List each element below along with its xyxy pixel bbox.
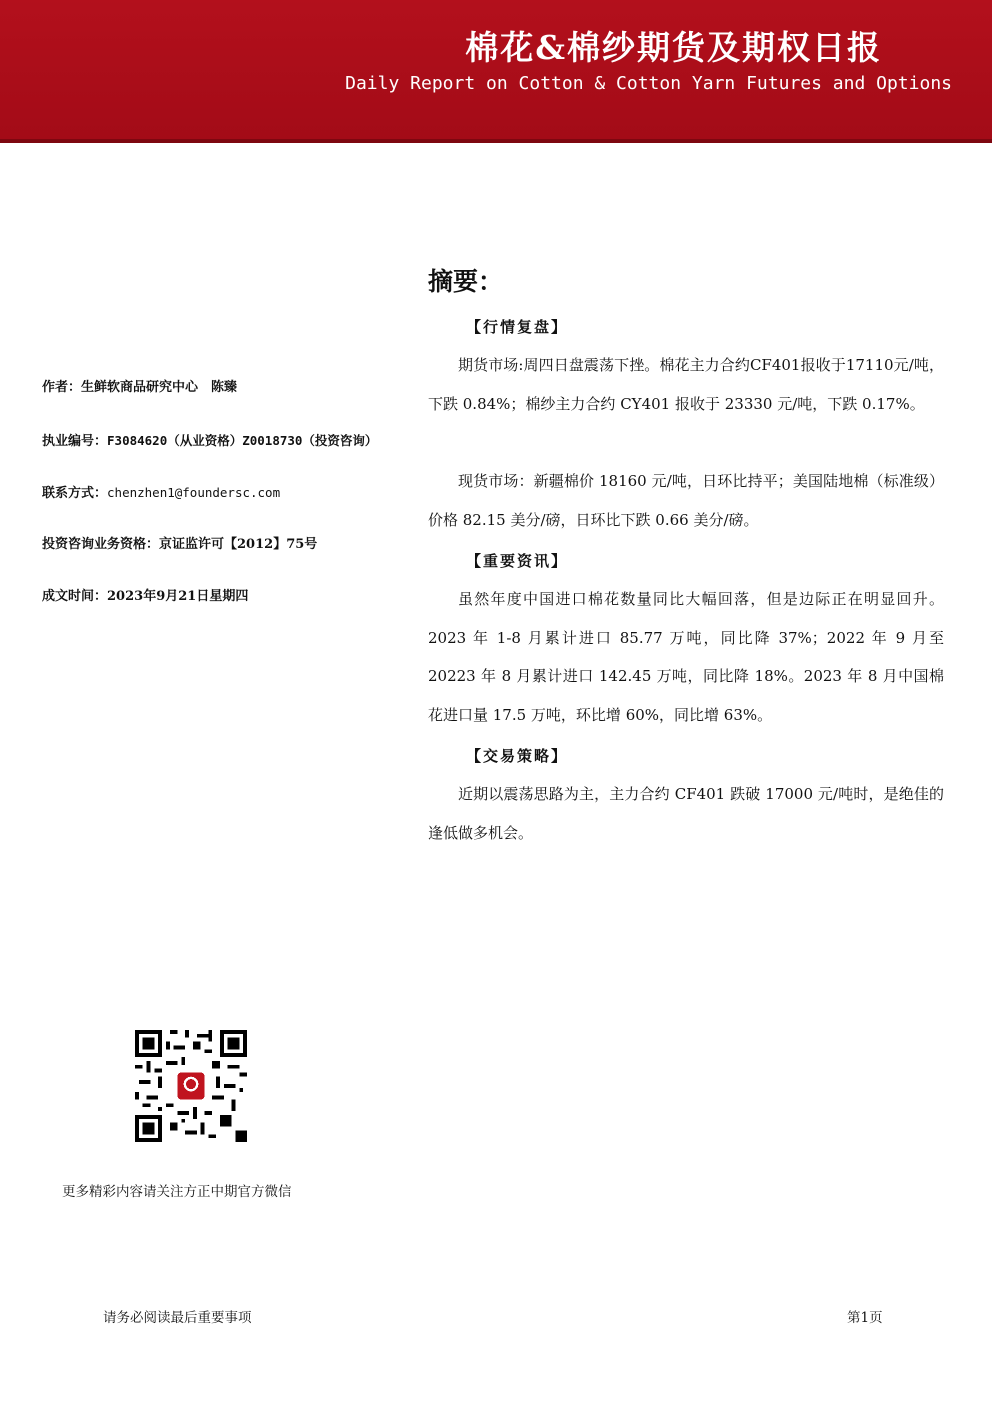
section-heading-key-news: 【重要资讯】 [466,552,569,570]
qualification-label: 投资咨询业务资格： [42,537,160,552]
paragraph-strategy: 近期以震荡思路为主，主力合约 CF401 跌破 17000 元/吨时，是绝佳的逢低做多机会。 [428,785,944,842]
header-bottom-rule [0,139,992,143]
abstract-title: 摘要： [428,267,504,296]
report-header-band [0,0,992,140]
license-label: 执业编号： [42,434,108,449]
author-label: 作者： [42,380,82,395]
author-value: 生鲜软商品研究中心 陈臻 [81,380,238,395]
page-number: 第1页 [847,1310,883,1326]
qr-caption: 更多精彩内容请关注方正中期官方微信 [62,1184,292,1200]
contact-email[interactable]: chenzhen1@foundersc.com [107,485,281,500]
qualification-value: 京证监许可【2012】75号 [159,537,318,552]
date-value: 2023年9月21日星期四 [107,589,249,604]
section-heading-strategy: 【交易策略】 [466,747,569,765]
date-line [42,585,248,604]
paragraph-key-news: 虽然年度中国进口棉花数量同比大幅回落，但是边际正在明显回升。2023 年 1-8 月累计进口 85.77 万吨，同比降 37%；2022 年 9 月至 20223 年 8 月累计进口 142.45 万吨，同比降 18%。2023 年 8 月中国棉花进口量 17.5 万吨，环比增 60%，同比增 63%。 [428,590,944,724]
contact-label: 联系方式： [42,486,108,501]
section-heading-market-review: 【行情复盘】 [466,318,569,336]
footer-notice: 请务必阅读最后重要事项 [103,1310,252,1326]
license-line [42,430,377,449]
qualification-line [42,533,317,552]
paragraph-spot-market: 现货市场：新疆棉价 18160 元/吨，日环比持平；美国陆地棉（标准级）价格 82.15 美分/磅，日环比下跌 0.66 美分/磅。 [428,472,944,529]
date-label: 成文时间： [42,589,108,604]
contact-line [42,482,280,501]
paragraph-futures-market: 期货市场:周四日盘震荡下挫。棉花主力合约CF401报收于17110元/吨，下跌 0.84%；棉纱主力合约 CY401 报收于 23330 元/吨，下跌 0.17%。 [428,356,944,413]
report-title-en: Daily Report on Cotton & Cotton Yarn Futures and Options [345,73,952,94]
report-title-cn: 棉花&棉纱期货及期权日报 [465,28,882,67]
qr-code-icon [135,1030,247,1142]
license-value: F3084620（从业资格）Z0018730（投资咨询） [107,433,378,448]
author-line [42,376,237,395]
